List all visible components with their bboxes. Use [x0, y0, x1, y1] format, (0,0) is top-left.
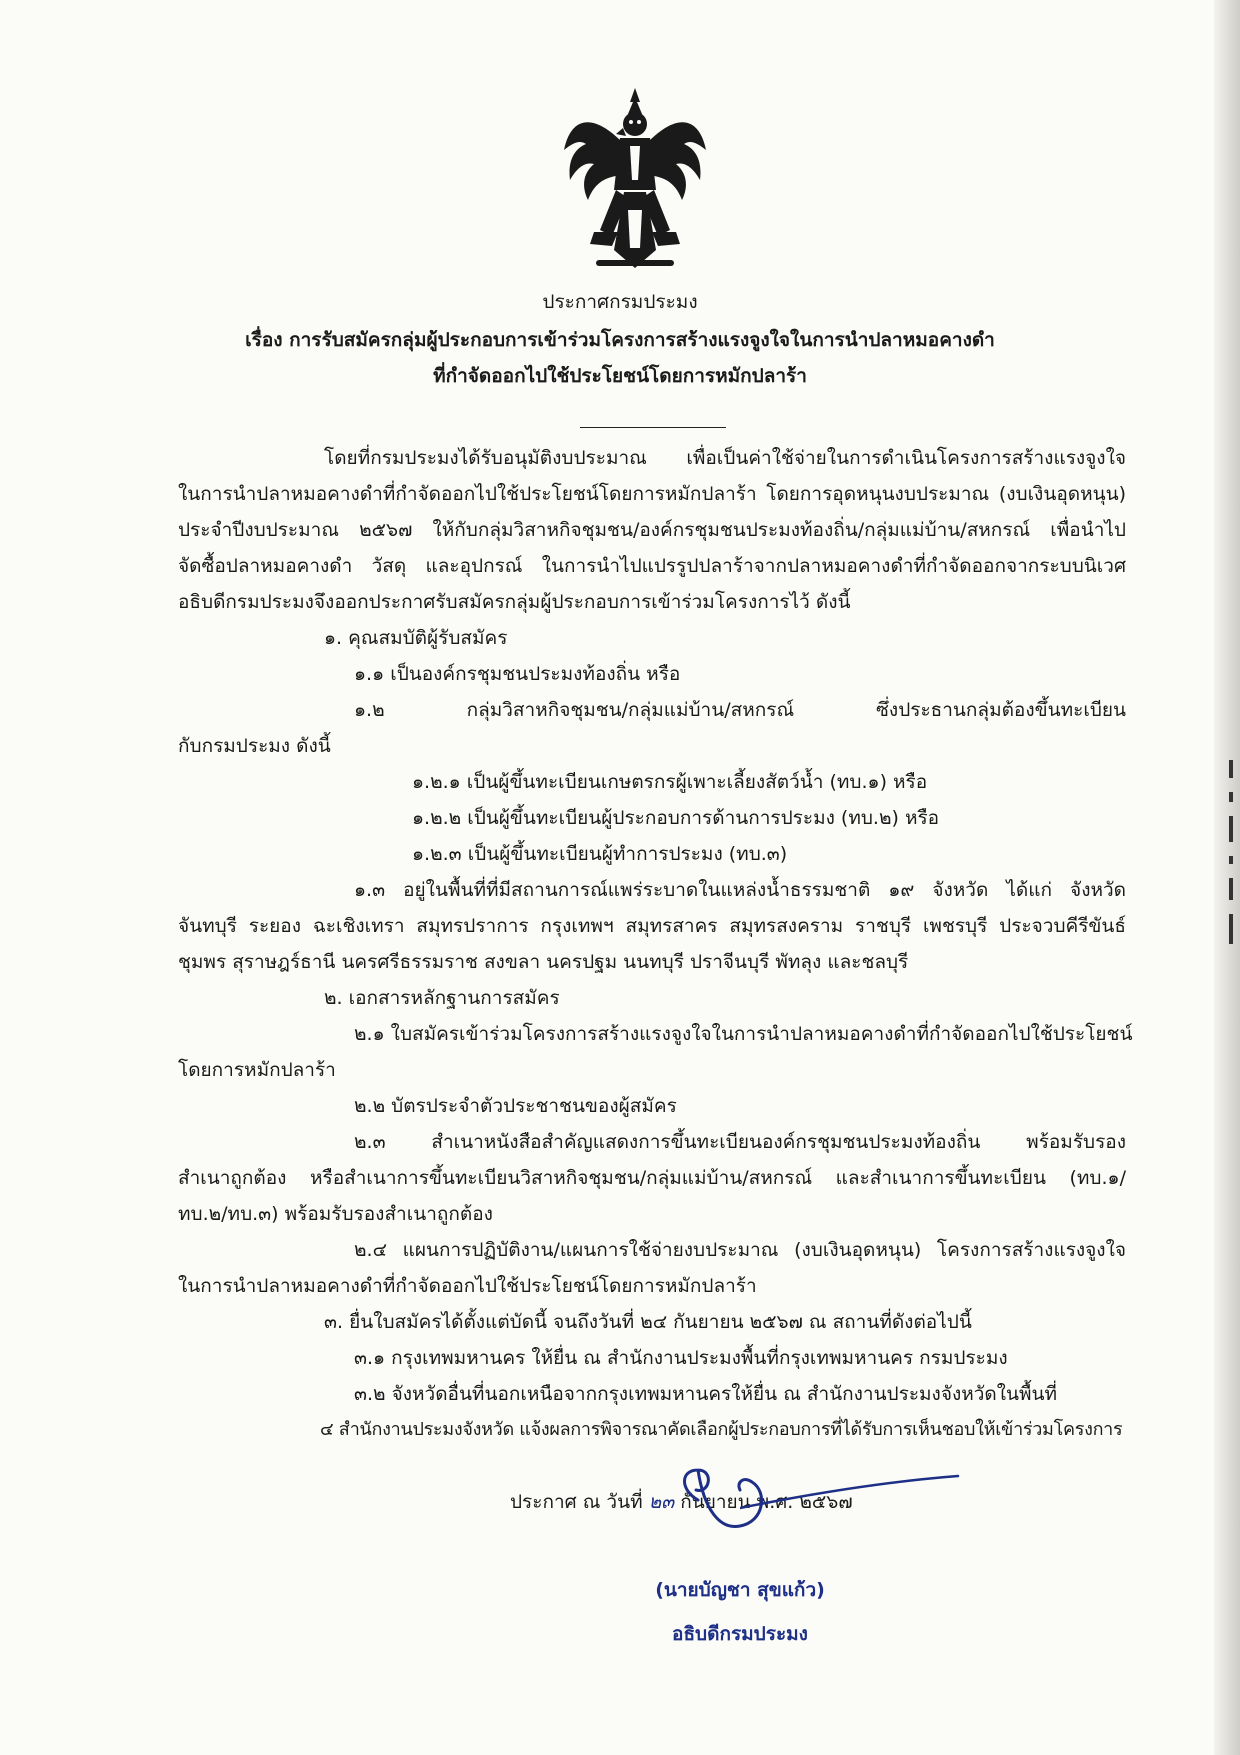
- item-3-2: ๓.๒ จังหวัดอื่นที่นอกเหนือจากกรุงเทพมหานครให้ยื่น ณ สำนักงานประมงจังหวัดในพื้นที่: [354, 1383, 1058, 1405]
- item-1-2-3: ๑.๒.๓ เป็นผู้ขึ้นทะเบียนผู้ทำการประมง (ทบ.๓): [412, 843, 788, 865]
- item-2-3-line-3: ทบ.๒/ทบ.๓) พร้อมรับรองสำเนาถูกต้อง: [178, 1203, 493, 1225]
- subject-line-2: ที่กำจัดออกไปใช้ประโยชน์โดยการหมักปลาร้า: [433, 365, 807, 387]
- item-2-1-line-1: ๒.๑ ใบสมัครเข้าร่วมโครงการสร้างแรงจูงใจในการนำปลาหมอคางดำที่กำจัดออกไปใช้ประโยชน์: [354, 1023, 1133, 1045]
- section-4-heading: ๔ สำนักงานประมงจังหวัด แจ้งผลการพิจารณาคัดเลือกผู้ประกอบการที่ได้รับการเห็นชอบให้เข้าร่วมโครงการ: [320, 1419, 1123, 1440]
- title-divider: [580, 427, 726, 428]
- item-2-2: ๒.๒ บัตรประจำตัวประชาชนของผู้สมัคร: [354, 1095, 677, 1117]
- preamble-line-2: ในการนำปลาหมอคางดำที่กำจัดออกไปใช้ประโยชน์โดยการหมักปลาร้า โดยการอุดหนุนงบประมาณ (งบเงินอุดหนุน): [178, 483, 1126, 505]
- preamble-line-3: ประจำปีงบประมาณ ๒๕๖๗ ให้กับกลุ่มวิสาหกิจชุมชน/องค์กรชุมชนประมงท้องถิ่น/กลุ่มแม่บ้าน/สหกรณ์ เพื่อนำไป: [178, 519, 1126, 541]
- item-2-4-line-2: ในการนำปลาหมอคางดำที่กำจัดออกไปใช้ประโยชน์โดยการหมักปลาร้า: [178, 1275, 757, 1297]
- item-1-2-line-1: ๑.๒ กลุ่มวิสาหกิจชุมชน/กลุ่มแม่บ้าน/สหกรณ์ ซึ่งประธานกลุ่มต้องขึ้นทะเบียน: [354, 699, 1126, 721]
- garuda-emblem-icon: [560, 80, 710, 275]
- signatory-name: (นายบัญชา สุขแก้ว): [655, 1579, 825, 1601]
- item-1-3-line-3: ชุมพร สุราษฎร์ธานี นครศรีธรรมราช สงขลา นครปฐม นนทบุรี ปราจีนบุรี พัทลุง และชลบุรี: [178, 951, 909, 973]
- item-1-1: ๑.๑ เป็นองค์กรชุมชนประมงท้องถิ่น หรือ: [354, 663, 681, 685]
- item-1-3-line-2: จันทบุรี ระยอง ฉะเชิงเทรา สมุทรปราการ กรุงเทพฯ สมุทรสาคร สมุทรสงคราม ราชบุรี เพชรบุรี ประจวบคีรีขันธ์: [178, 915, 1126, 937]
- item-1-2-2: ๑.๒.๒ เป็นผู้ขึ้นทะเบียนผู้ประกอบการด้านการประมง (ทบ.๒) หรือ: [412, 807, 940, 829]
- subject-line-1: เรื่อง การรับสมัครกลุ่มผู้ประกอบการเข้าร่วมโครงการสร้างแรงจูงใจในการนำปลาหมอคางดำ: [245, 329, 995, 351]
- edge-marks: [1226, 760, 1236, 990]
- section-2-heading: ๒. เอกสารหลักฐานการสมัคร: [324, 987, 560, 1009]
- section-3-heading: ๓. ยื่นใบสมัครได้ตั้งแต่บัดนี้ จนถึงวันที่ ๒๔ กันยายน ๒๕๖๗ ณ สถานที่ดังต่อไปนี้: [324, 1311, 972, 1333]
- issued-year: พ.ศ. ๒๕๖๗: [756, 1491, 853, 1513]
- item-2-3-line-2: สำเนาถูกต้อง หรือสำเนาการขึ้นทะเบียนวิสาหกิจชุมชน/กลุ่มแม่บ้าน/สหกรณ์ และสำเนาการขึ้นทะเบียน (ทบ.๑/: [178, 1167, 1126, 1189]
- preamble-line-1: โดยที่กรมประมงได้รับอนุมัติงบประมาณ เพื่อเป็นค่าใช้จ่ายในการดำเนินโครงการสร้างแรงจูงใจ: [324, 447, 1126, 469]
- item-1-2-line-2: กับกรมประมง ดังนี้: [178, 735, 331, 757]
- announcement-heading: ประกาศกรมประมง: [542, 291, 698, 313]
- preamble-line-5: อธิบดีกรมประมงจึงออกประกาศรับสมัครกลุ่มผู้ประกอบการเข้าร่วมโครงการไว้ ดังนี้: [178, 591, 851, 613]
- item-3-1: ๓.๑ กรุงเทพมหานคร ให้ยื่น ณ สำนักงานประมงพื้นที่กรุงเทพมหานคร กรมประมง: [354, 1347, 1008, 1369]
- item-2-3-line-1: ๒.๓ สำเนาหนังสือสำคัญแสดงการขึ้นทะเบียนองค์กรชุมชนประมงท้องถิ่น พร้อมรับรอง: [354, 1131, 1126, 1153]
- section-1-heading: ๑. คุณสมบัติผู้รับสมัคร: [324, 627, 508, 649]
- signature-stroke: [740, 1472, 960, 1512]
- issued-month: กันยายน: [680, 1491, 751, 1513]
- preamble-line-4: จัดซื้อปลาหมอคางดำ วัสดุ และอุปกรณ์ ในการนำไปแปรรูปปลาร้าจากปลาหมอคางดำที่กำจัดออกจากระบบนิเวศ: [178, 555, 1126, 577]
- signatory-title: อธิบดีกรมประมง: [672, 1623, 808, 1645]
- item-1-3-line-1: ๑.๓ อยู่ในพื้นที่ที่มีสถานการณ์แพร่ระบาดในแหล่งน้ำธรรมชาติ ๑๙ จังหวัด ได้แก่ จังหวัด: [354, 879, 1126, 901]
- issued-day: ๒๓: [648, 1491, 675, 1513]
- item-1-2-1: ๑.๒.๑ เป็นผู้ขึ้นทะเบียนเกษตรกรผู้เพาะเลี้ยงสัตว์น้ำ (ทบ.๑) หรือ: [412, 771, 928, 793]
- item-2-1-line-2: โดยการหมักปลาร้า: [178, 1059, 336, 1081]
- item-2-4-line-1: ๒.๔ แผนการปฏิบัติงาน/แผนการใช้จ่ายงบประมาณ (งบเงินอุดหนุน) โครงการสร้างแรงจูงใจ: [354, 1239, 1126, 1261]
- issued-prefix: ประกาศ ณ วันที่: [510, 1491, 643, 1513]
